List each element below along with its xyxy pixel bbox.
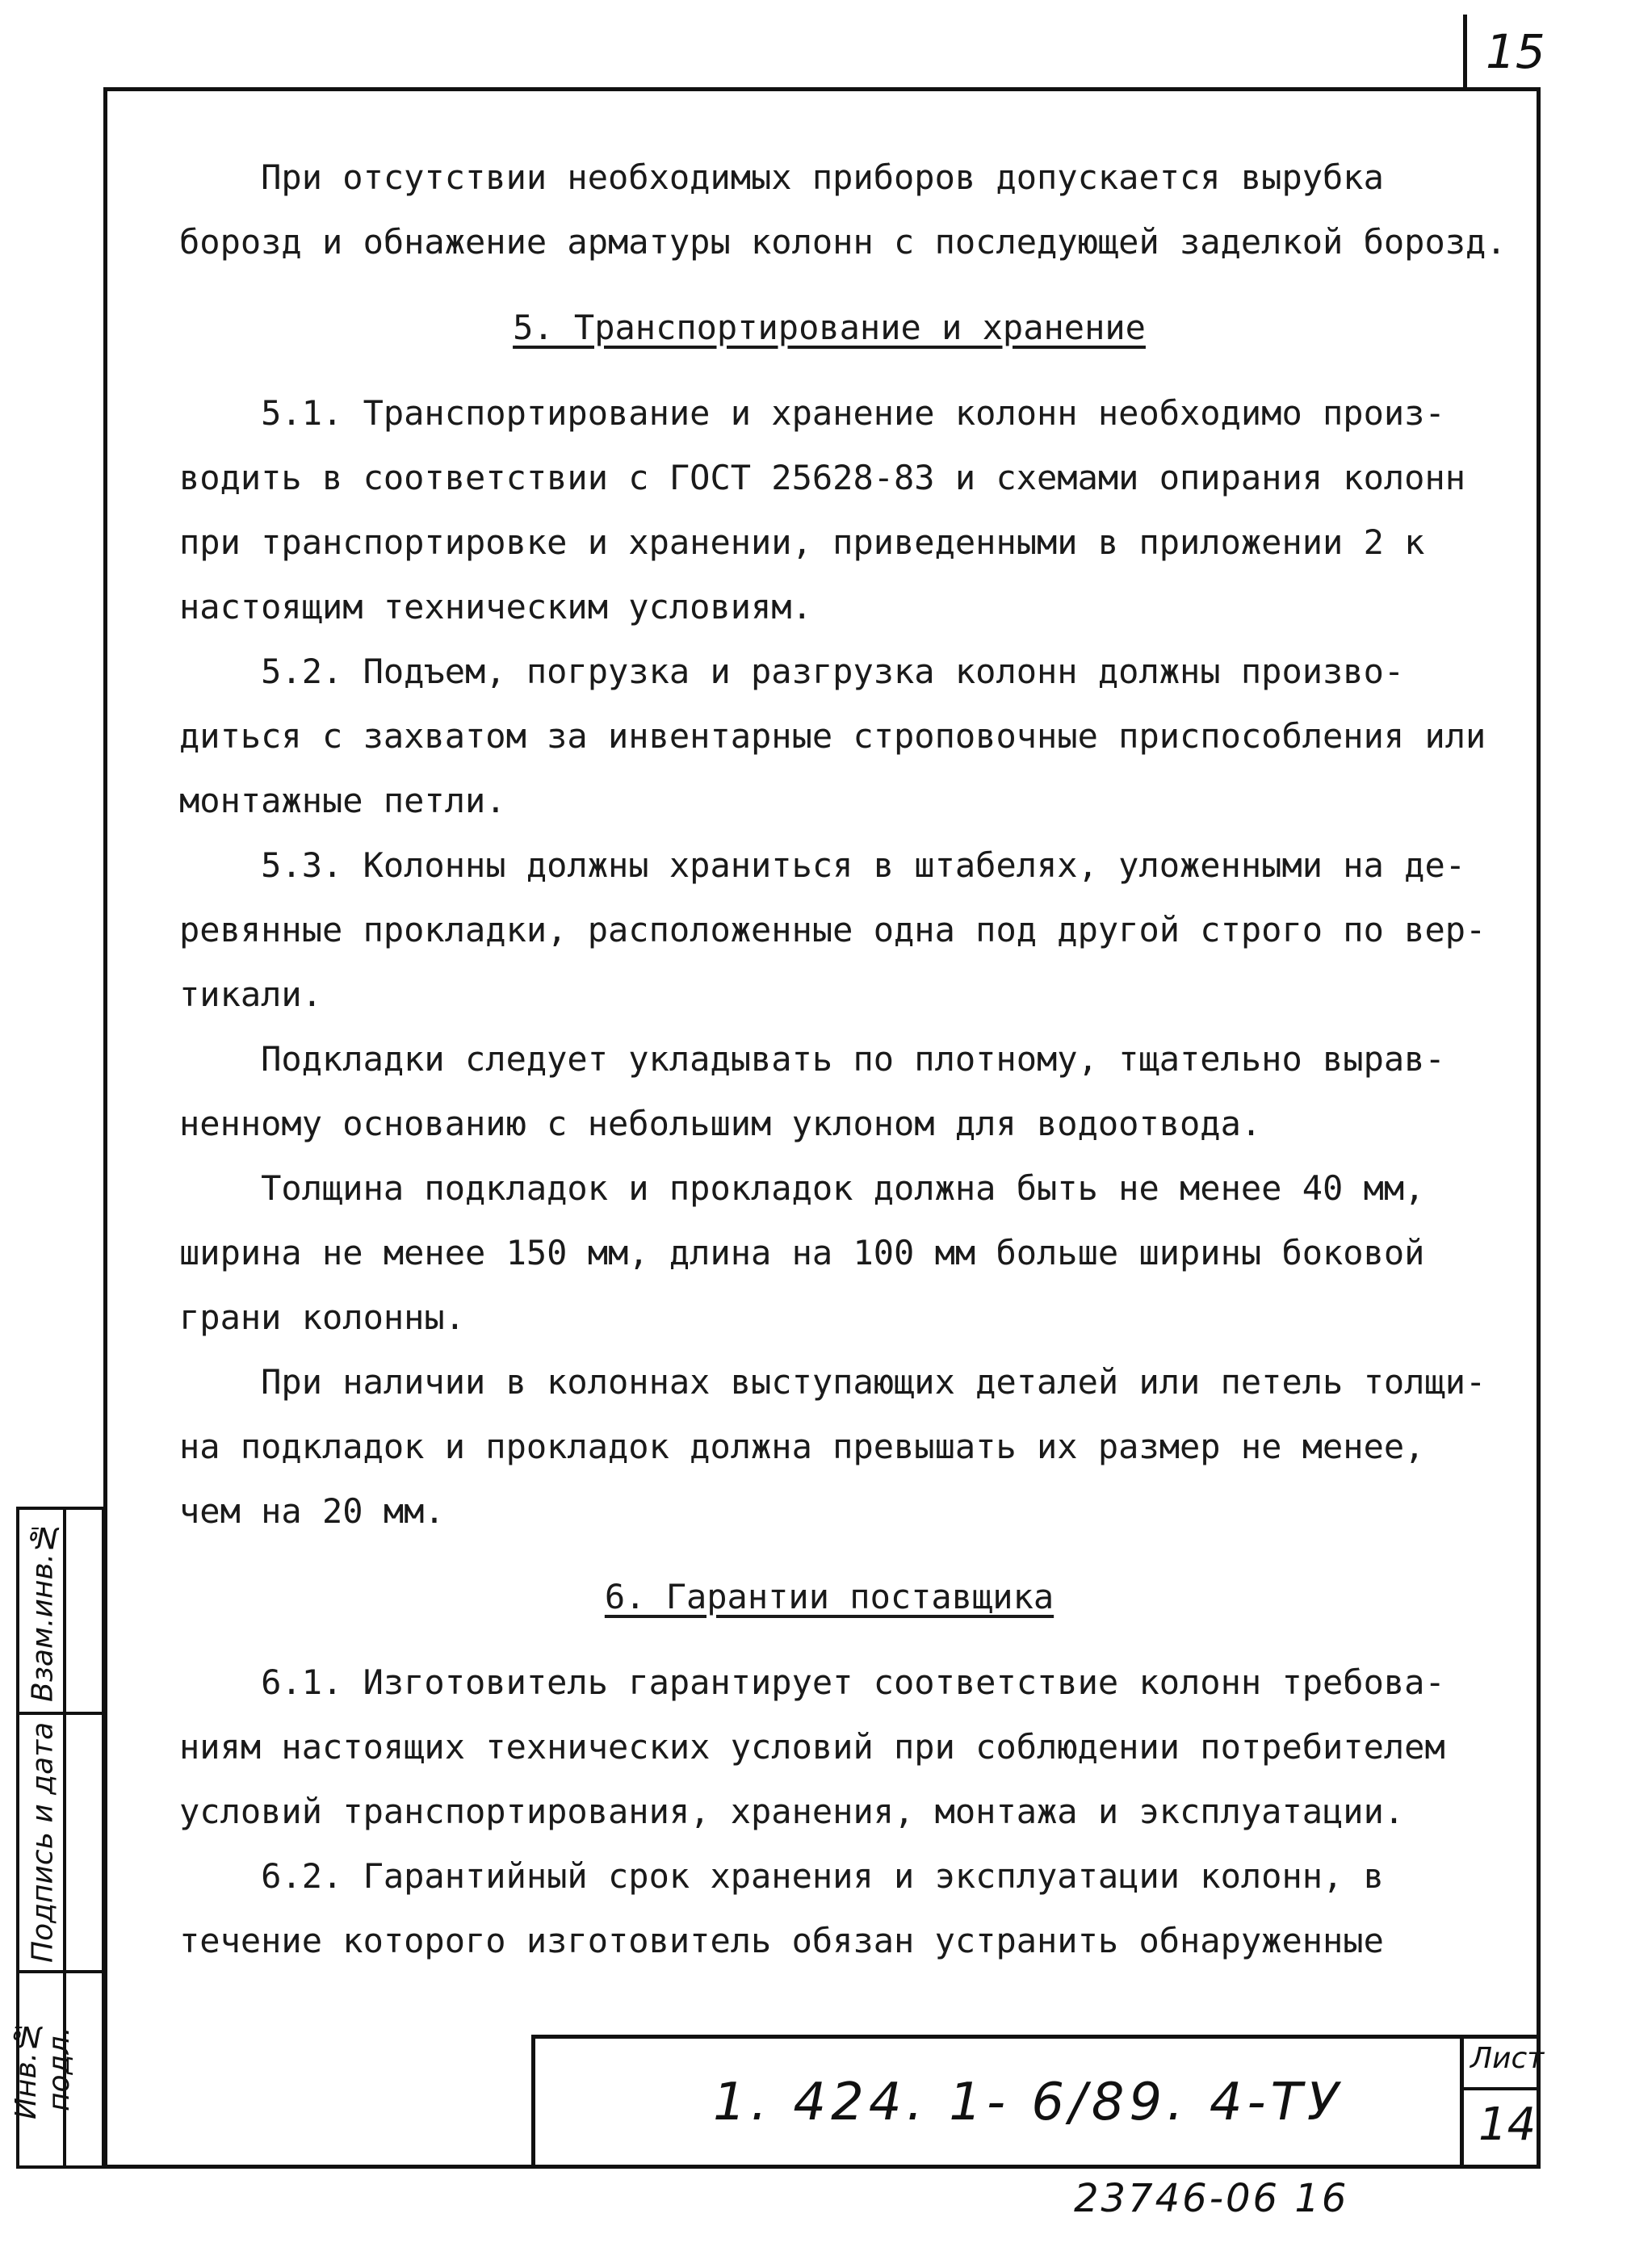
sidebar-vzam-inv: Взам.инв.№ — [26, 1520, 60, 1702]
document-code: 1. 424. 1- 6/89. 4-ТУ — [713, 2073, 1344, 2132]
text-line: 5.2. Подъем, погрузка и разгрузка колонн должны произво- — [179, 652, 1405, 691]
document-body — [179, 145, 1507, 1973]
text-line: условий транспортирования, хранения, монтажа и эксплуатации. — [179, 1792, 1405, 1831]
text-line: ниям настоящих технических условий при соблюдении потребителем — [179, 1727, 1445, 1767]
page-number: 15 — [1486, 24, 1545, 79]
text-line: 6.1. Изготовитель гарантирует соответствие колонн требова- — [179, 1662, 1445, 1702]
text-line: ревянные прокладки, расположенные одна под другой строго по вер- — [179, 910, 1486, 950]
text-line: грани колонны. — [179, 1297, 466, 1337]
sheet-divider — [1464, 2087, 1541, 2090]
text-line: на подкладок и прокладок должна превышать их размер не менее, — [179, 1427, 1425, 1466]
text-line: тикали. — [179, 975, 323, 1014]
text-line: При отсутствии необходимых приборов допускается вырубка — [179, 157, 1384, 197]
sheet-number: 14 — [1478, 2098, 1537, 2151]
text-line: чем на 20 мм. — [179, 1491, 445, 1531]
text-line: При наличии в колоннах выступающих деталей или петель толщи- — [179, 1362, 1486, 1402]
text-line: 6.2. Гарантийный срок хранения и эксплуатации колонн, в — [179, 1856, 1384, 1896]
sidebar-inv-podl: Инв.№ подл. — [10, 2019, 76, 2120]
text-line: 5.1. Транспортирование и хранение колонн необходимо произ- — [179, 393, 1445, 433]
inventory-number: 23746-06 16 — [1074, 2176, 1349, 2221]
sidebar-signature-date: Подпись и дата — [26, 1721, 60, 1964]
text-line: ширина не менее 150 мм, длина на 100 мм больше ширины боковой — [179, 1233, 1425, 1272]
top-corner-line — [1463, 15, 1467, 89]
text-line: водить в соответствии с ГОСТ 25628-83 и схемами опирания колонн — [179, 458, 1466, 497]
sheet-label: Лист — [1470, 2042, 1545, 2075]
text-line: 5.3. Колонны должны храниться в штабелях, уложенными на де- — [179, 845, 1466, 885]
text-line: течение которого изготовитель обязан устранить обнаруженные — [179, 1921, 1384, 1960]
text-line: монтажные петли. — [179, 781, 506, 820]
text-line: при транспортировке и хранении, приведенными в приложении 2 к — [179, 522, 1425, 562]
section-5-heading: 5. Транспортирование и хранение — [513, 308, 1146, 347]
title-block — [531, 2035, 1545, 2169]
section-6-heading: 6. Гарантии поставщика — [604, 1577, 1054, 1616]
text-line: Подкладки следует укладывать по плотному, тщательно вырав- — [179, 1039, 1445, 1079]
text-line: борозд и обнажение арматуры колонн с последующей заделкой борозд. — [179, 222, 1507, 262]
text-line: ненному основанию с небольшим уклоном для водоотвода. — [179, 1104, 1262, 1143]
text-line: настоящим техническим условиям. — [179, 587, 812, 627]
text-line: диться с захватом за инвентарные строповочные приспособления или — [179, 716, 1486, 756]
sheet-box — [1460, 2039, 1545, 2169]
text-line: Толщина подкладок и прокладок должна быть не менее 40 мм, — [179, 1168, 1425, 1208]
approval-stamp-sidebar — [10, 1507, 105, 2169]
